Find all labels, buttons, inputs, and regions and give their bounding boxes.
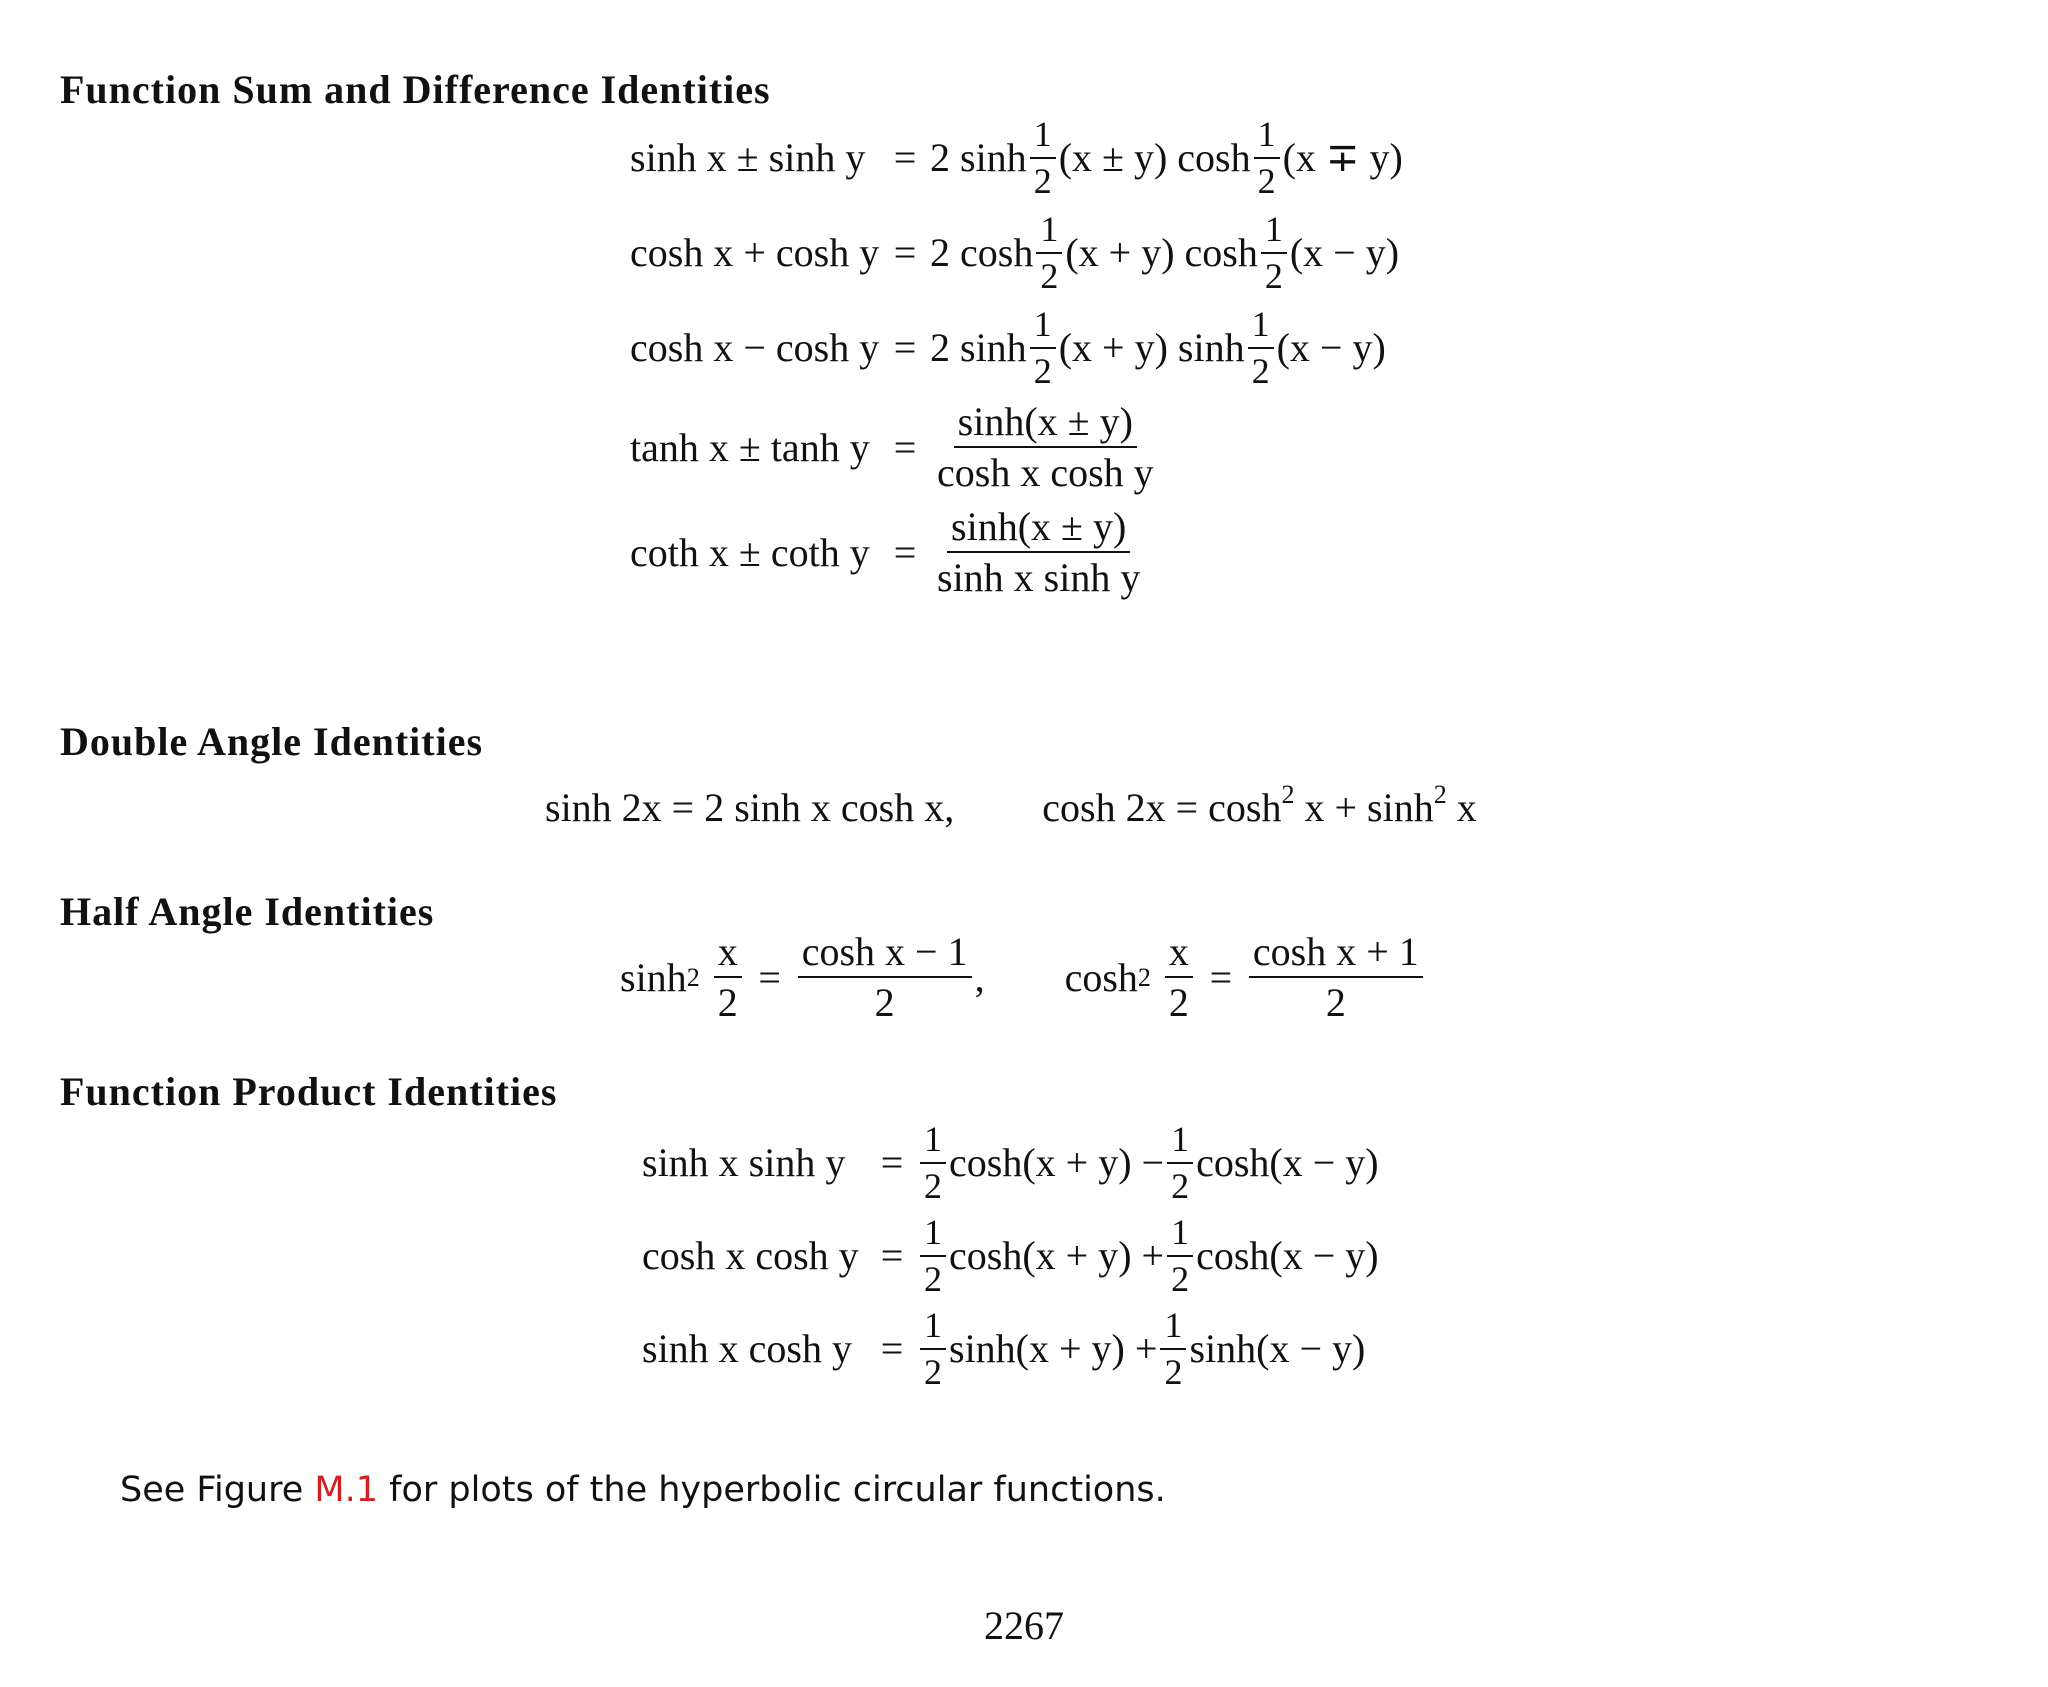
equation-cosh-difference xyxy=(630,305,1386,391)
fraction-numerator: 1 xyxy=(1167,1120,1193,1164)
equals-sign: = xyxy=(893,325,917,371)
equals-sign: = xyxy=(1209,954,1233,1000)
term: cosh(x − y) xyxy=(1196,1140,1379,1186)
note-text: for plots of the hyperbolic circular functions. xyxy=(378,1470,1166,1510)
fraction-numerator: 1 xyxy=(1254,115,1280,159)
term: (x ± y) cosh xyxy=(1058,135,1251,181)
term: sinh(x − y) xyxy=(1189,1326,1366,1372)
fraction-numerator: 1 xyxy=(920,1120,946,1164)
equals-sign: = xyxy=(880,1326,904,1372)
term: cosh(x + y) + xyxy=(949,1233,1165,1279)
equation-rhs xyxy=(930,505,1147,600)
fraction-numerator: 1 xyxy=(1160,1306,1186,1350)
equals-sign: = xyxy=(880,1233,904,1279)
fraction-numerator: 1 xyxy=(1261,210,1287,254)
fraction-denominator: 2 xyxy=(1171,1258,1190,1299)
fraction-numerator: 1 xyxy=(1030,305,1056,349)
equation-sinh-sum xyxy=(630,115,1403,201)
fraction-denominator: 2 xyxy=(1040,255,1059,296)
fraction-numerator: 1 xyxy=(1036,210,1062,254)
equation-lhs: cosh x cosh y xyxy=(642,1233,859,1279)
fraction xyxy=(933,400,1158,495)
figure-reference-note xyxy=(120,1470,1166,1510)
section-heading-double-angle: Double Angle Identities xyxy=(60,719,484,764)
term: x xyxy=(1456,785,1477,830)
fraction-denominator: 2 xyxy=(924,1165,942,1206)
equation-lhs: coth x ± coth y xyxy=(630,529,870,575)
term: (x + y) cosh xyxy=(1065,230,1258,276)
equation-lhs: cosh x − cosh y xyxy=(630,325,880,371)
fraction-numerator: cosh x − 1 xyxy=(798,930,972,978)
equation-rhs xyxy=(930,210,1399,296)
equation-lhs: cosh x + cosh y xyxy=(630,230,880,276)
fraction-denominator: 2 xyxy=(1264,255,1283,296)
fraction-x-over-2 xyxy=(1165,930,1193,1025)
fraction-denominator: 2 xyxy=(924,1258,942,1299)
fraction-half xyxy=(1160,1306,1186,1392)
equals-sign: = xyxy=(893,135,917,181)
equation-rhs xyxy=(917,1306,1365,1392)
fraction-numerator: x xyxy=(714,930,742,978)
fraction-half xyxy=(920,1213,946,1299)
equation-rhs xyxy=(917,1120,1379,1206)
fraction-denominator: sinh x sinh y xyxy=(937,555,1141,600)
term: cosh 2x = cosh xyxy=(1042,785,1282,830)
equation-half-angle: sinh 2 $\frac{x}{2}$ = $\frac{\text{cosh x − 1}}{2}$ , cosh 2 $\frac{x}{2}$ = $\frac{\text{cosh x + 1}}{2}$ xyxy=(620,930,1426,1025)
page-number: 2267 xyxy=(984,1603,1064,1648)
fraction-numerator: 1 xyxy=(1030,115,1056,159)
equals-sign: = xyxy=(893,424,917,470)
term: (x − y) xyxy=(1289,230,1400,276)
fraction-half xyxy=(1030,115,1056,201)
equation-lhs: tanh x ± tanh y xyxy=(630,424,870,470)
fraction-numerator: cosh x + 1 xyxy=(1249,930,1423,978)
fraction-half xyxy=(1254,115,1280,201)
fraction-numerator: sinh(x ± y) xyxy=(954,400,1137,448)
fraction-denominator: 2 xyxy=(717,980,738,1025)
equation-cosh-cosh-product xyxy=(642,1213,1379,1299)
fraction xyxy=(798,930,972,1025)
fraction-half xyxy=(1248,305,1274,391)
term: cosh(x + y) − xyxy=(949,1140,1165,1186)
fraction-denominator: 2 xyxy=(1033,350,1052,391)
figure-link[interactable]: M.1 xyxy=(314,1470,378,1510)
fraction-denominator: 2 xyxy=(1164,1351,1183,1392)
term: (x ∓ y) xyxy=(1282,135,1403,181)
term: x + sinh xyxy=(1304,785,1434,830)
term: (x − y) xyxy=(1276,325,1386,371)
fraction-numerator: 1 xyxy=(920,1213,946,1257)
equation-coth-sum xyxy=(630,505,1147,600)
term: 2 sinh xyxy=(930,325,1027,371)
equation-rhs xyxy=(917,1213,1379,1299)
equals-sign: = xyxy=(880,1140,904,1186)
term: 2 sinh xyxy=(930,135,1027,181)
fraction-denominator: cosh x cosh y xyxy=(937,450,1154,495)
fraction-half xyxy=(1167,1120,1193,1206)
equation-lhs: sinh x sinh y xyxy=(642,1140,846,1186)
term: sinh(x + y) + xyxy=(949,1326,1158,1372)
equation-rhs xyxy=(930,305,1386,391)
fraction-half xyxy=(920,1306,946,1392)
equation-lhs: sinh x ± sinh y xyxy=(630,135,866,181)
fraction-numerator: sinh(x ± y) xyxy=(947,505,1130,553)
equation-rhs xyxy=(930,115,1403,201)
term: (x + y) sinh xyxy=(1058,325,1245,371)
equation-tanh-sum xyxy=(630,400,1161,495)
fraction-denominator: 2 xyxy=(1033,160,1052,201)
term: cosh xyxy=(1064,954,1138,1000)
fraction xyxy=(933,505,1144,600)
equation-lhs: sinh x cosh y xyxy=(642,1326,852,1372)
fraction-x-over-2 xyxy=(714,930,742,1025)
equation-double-angle xyxy=(545,780,1477,830)
fraction-denominator: 2 xyxy=(1171,1165,1190,1206)
equals-sign: = xyxy=(758,954,781,1000)
fraction-half xyxy=(920,1120,946,1206)
fraction-denominator: 2 xyxy=(874,980,895,1025)
term: cosh(x − y) xyxy=(1196,1233,1379,1279)
equals-sign: = xyxy=(893,230,917,276)
comma: , xyxy=(974,954,985,1000)
fraction-numerator: 1 xyxy=(920,1306,946,1350)
fraction-denominator: 2 xyxy=(924,1351,942,1392)
fraction xyxy=(1249,930,1423,1025)
fraction-half xyxy=(1167,1213,1193,1299)
term: 2 cosh xyxy=(930,230,1034,276)
fraction-half xyxy=(1030,305,1056,391)
exponent: 2 xyxy=(1433,780,1447,809)
fraction-half xyxy=(1036,210,1062,296)
fraction-denominator: 2 xyxy=(1168,980,1189,1025)
equation-sinh-cosh-product xyxy=(642,1306,1365,1392)
equation-sinh-2x: sinh 2x = 2 sinh x cosh x, xyxy=(545,785,955,830)
equation-cosh-sum xyxy=(630,210,1399,296)
fraction-numerator: 1 xyxy=(1248,305,1274,349)
fraction-numerator: 1 xyxy=(1167,1213,1193,1257)
fraction-denominator: 2 xyxy=(1257,160,1276,201)
fraction-numerator: x xyxy=(1165,930,1193,978)
section-heading-sum-difference: Function Sum and Difference Identities xyxy=(60,67,771,112)
section-heading-product: Function Product Identities xyxy=(60,1069,558,1114)
term: sinh xyxy=(620,954,687,1000)
fraction-half xyxy=(1261,210,1287,296)
equals-sign: = xyxy=(893,529,917,575)
note-text: See Figure xyxy=(120,1470,315,1510)
equation-cosh-2x xyxy=(1042,780,1477,830)
equation-sinh-sinh-product xyxy=(642,1120,1379,1206)
section-heading-half-angle: Half Angle Identities xyxy=(60,889,435,934)
fraction-denominator: 2 xyxy=(1251,350,1270,391)
equation-rhs xyxy=(930,400,1161,495)
fraction-denominator: 2 xyxy=(1325,980,1346,1025)
exponent: 2 xyxy=(1281,780,1295,809)
